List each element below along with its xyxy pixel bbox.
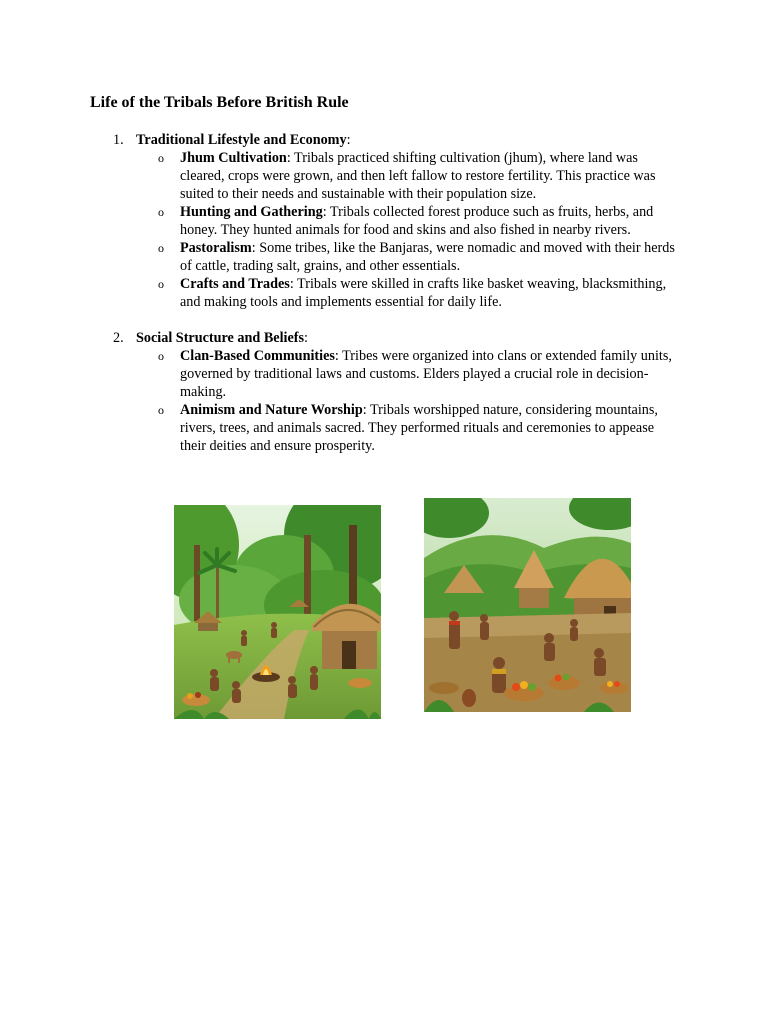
section-number: 2. bbox=[113, 330, 124, 346]
list-item bbox=[113, 239, 683, 275]
bullet-term: Clan-Based Communities bbox=[180, 348, 335, 364]
list-item bbox=[113, 203, 683, 239]
bullet-marker: o bbox=[158, 151, 164, 165]
bullet-list bbox=[113, 149, 683, 311]
bullet-text: : Some tribes, like the Banjaras, were nomadic and moved with their herds of cattle, trading salt, grains, and other essentials. bbox=[180, 240, 675, 274]
bullet-text: : Tribals collected forest produce such as fruits, herbs, and honey. They hunted animals for food and skins and also fished in nearby rivers. bbox=[180, 204, 654, 238]
bullet-text: : Tribes were organized into clans or extended family units, governed by traditional laws and customs. Elders played a crucial role in decision-making. bbox=[180, 348, 672, 400]
bullet-term: Crafts and Trades bbox=[180, 276, 290, 292]
bullet-list bbox=[113, 347, 683, 455]
section-number: 1. bbox=[113, 132, 124, 148]
document-title: Life of the Tribals Before British Rule bbox=[90, 94, 349, 111]
bullet-marker: o bbox=[158, 349, 164, 363]
list-item bbox=[113, 149, 683, 203]
section-heading: Social Structure and Beliefs: bbox=[136, 330, 308, 346]
bullet-term: Animism and Nature Worship bbox=[180, 402, 363, 418]
bullet-marker: o bbox=[158, 403, 164, 417]
bullet-term: Pastoralism bbox=[180, 240, 252, 256]
bullet-text: : Tribals were skilled in crafts like basket weaving, blacksmithing, and making tools and implements essential for daily life. bbox=[180, 276, 667, 310]
tribal-crafts-illustration bbox=[424, 498, 631, 712]
bullet-text: : Tribals practiced shifting cultivation (jhum), where land was cleared, crops were grown, and then left fallow to restore fertility. This practice was suited to their needs and sustainable with their population size. bbox=[180, 150, 656, 202]
bullet-text: : Tribals worshipped nature, considering mountains, rivers, trees, and animals sacred. They performed rituals and ceremonies to appease their deities and ensure prosperity. bbox=[180, 402, 658, 454]
bullet-term: Hunting and Gathering bbox=[180, 204, 323, 220]
bullet-marker: o bbox=[158, 277, 164, 291]
bullet-marker: o bbox=[158, 241, 164, 255]
list-item bbox=[113, 347, 683, 401]
list-item bbox=[113, 275, 683, 311]
bullet-term: Jhum Cultivation bbox=[180, 150, 287, 166]
list-item bbox=[113, 401, 683, 455]
section-heading: Traditional Lifestyle and Economy: bbox=[136, 132, 351, 148]
bullet-marker: o bbox=[158, 205, 164, 219]
tribal-village-illustration bbox=[174, 505, 381, 719]
